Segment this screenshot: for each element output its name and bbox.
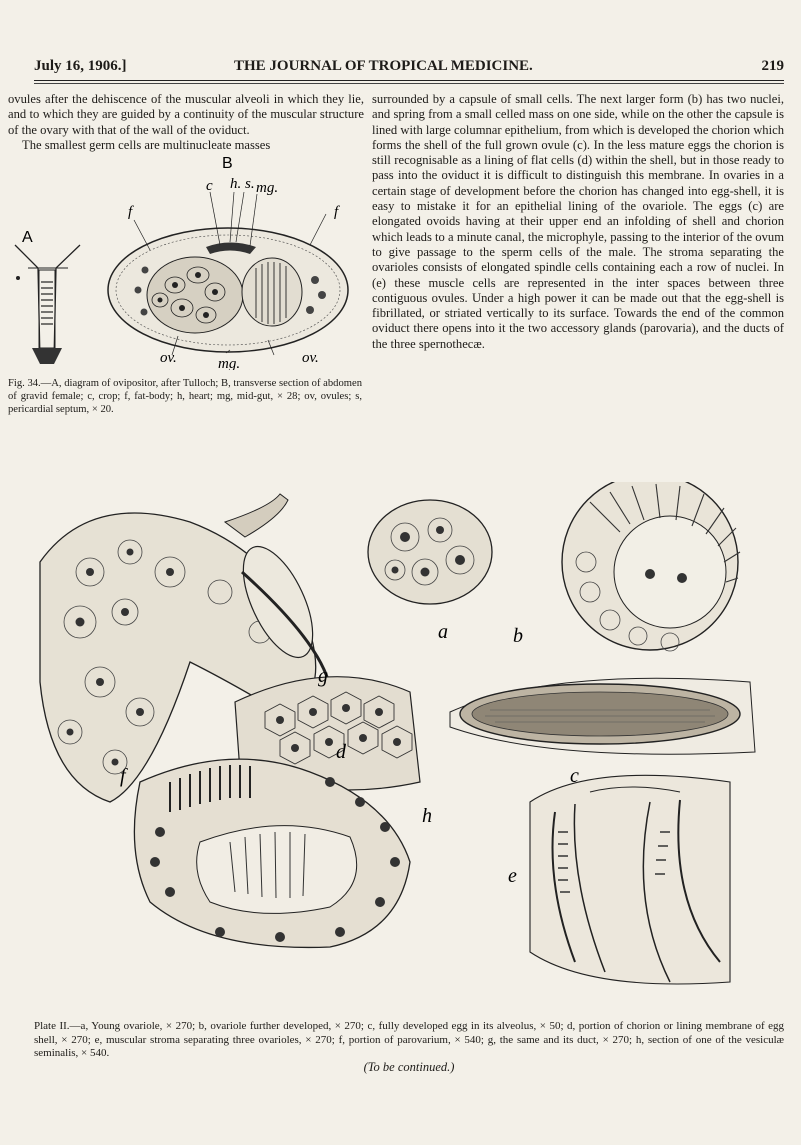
fig34-label-a: A: [22, 229, 33, 246]
fig34-label-f-right: f: [334, 204, 339, 220]
left-paragraph-1: ovules after the dehiscence of the muscular alveoli in which they lie, and to which they are guided by a continuity of the muscular structure of the ovary with that of the wall of the oviduct.: [8, 92, 364, 137]
journal-title: THE JOURNAL OF TROPICAL MEDICINE.: [234, 58, 533, 74]
fig34-label-hs: h. s.: [230, 176, 255, 192]
figure-34-caption: Fig. 34.—A, diagram of ovipositor, after Tulloch; B, transverse section of abdomen of gravid female; c, crop; f, fat-body; h, heart; mg, mid-gut, × 28; ov, ovules; s, pericardial septum, × 20.: [8, 378, 362, 415]
right-column-text: surrounded by a capsule of small cells. The next larger form (b) has two nuclei, and spring from a small celled mass on one side, while on the other the capsule is lined with large columnar epithelium, from which is developed the chorion which forms the shell of the full grown ovule (c). In the less mature eggs the chorion is still recognisable as a lining of flat cells (d) within the shell, but in those ready to pass into the oviduct it is difficult to distinguish this membrane. In ovaries in a certain stage of development before the chorion has changed into egg-shell, it is easy to mistake it for an epithelial lining of the ovariole. The eggs (c) are elongated ovoids having at their upper end an infolding of shell and chorion which leads to a minute canal, the microphyle, passing to the interior of the ovum to give passage to the sperm cells of the male. The stroma separating the ovarioles consists of elongated spindle cells containing each a row of nuclei. In (e) these muscle cells are represented in the inter spaces between three contiguous ovules. Under a high power it can be made out that the egg-shell is fibrillated, or striated vertically to its surface. Towards the end of the common oviduct there opens into it the two accessory glands (parovaria), and the ducts of the three spernothecæ.: [372, 92, 784, 351]
fig34-label-c: c: [206, 178, 213, 194]
fig34-label-mg-bottom: mg.: [218, 356, 241, 370]
plate-label-d: d: [336, 741, 346, 763]
plate-specimen-e: [530, 775, 730, 984]
figure-34-diagram: [10, 150, 362, 370]
plate-label-f: f: [120, 765, 126, 787]
header-rule-thin: [34, 83, 784, 84]
left-column-text: [8, 92, 364, 153]
plate-ii-illustration: [30, 482, 785, 1012]
fig34-label-b: B: [222, 155, 233, 172]
plate-label-b: b: [513, 625, 523, 647]
plate-ii-caption: Plate II.—a, Young ovariole, × 270; b, ovariole further developed, × 270; c, fully developed egg in its alveolus, × 50; d, portion of chorion or lining membrane of egg shell, × 270; e, muscular stroma separating three ovarioles, × 270; f, portion of parovarium, × 540; g, the same and its duct, × 270; h, section of one of the vesiculæ seminalis, × 540.: [34, 1020, 784, 1060]
fig34-label-mg-top: mg.: [256, 180, 279, 196]
plate-specimen-a: [368, 500, 492, 604]
plate-label-a: a: [438, 621, 448, 643]
header-rule: [34, 80, 784, 81]
plate-label-g: g: [318, 665, 328, 687]
figure-34-panel-a: [15, 245, 80, 364]
plate-label-h: h: [422, 805, 432, 827]
left-paragraph-2: The smallest germ cells are multinucleate masses: [22, 137, 271, 152]
plate-specimen-b: [562, 482, 740, 651]
fig34-label-ov-right: ov.: [302, 350, 319, 366]
fig34-label-f-left: f: [128, 204, 133, 220]
plate-label-c: c: [570, 765, 579, 787]
running-header: [34, 58, 784, 78]
fig34-label-ov-left: ov.: [160, 350, 177, 366]
to-be-continued: (To be continued.): [363, 1060, 455, 1074]
plate-specimen-c: [450, 678, 755, 754]
plate-label-e: e: [508, 865, 517, 887]
issue-date: July 16, 1906.]: [34, 58, 127, 74]
page-number: 219: [761, 58, 784, 74]
figure-34-panel-b: [108, 228, 348, 352]
